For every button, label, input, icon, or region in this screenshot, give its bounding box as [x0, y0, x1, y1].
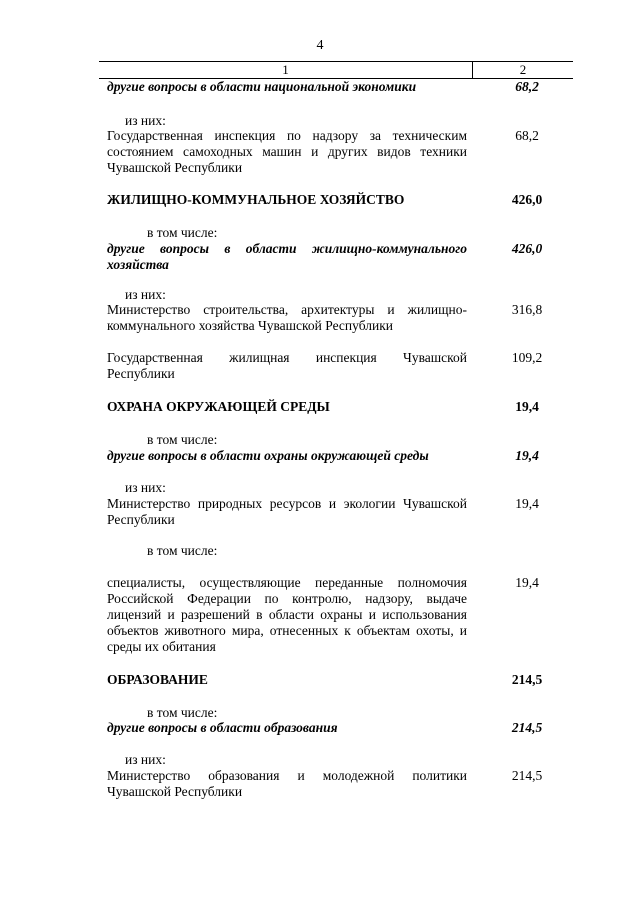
section-heading: ОХРАНА ОКРУЖАЮЩЕЙ СРЕДЫ — [107, 399, 330, 414]
table-row-label: другие вопросы в области жилищно-коммунального хозяйства — [107, 241, 467, 272]
table-row-label: Государственная жилищная инспекция Чувашской Республики — [107, 350, 467, 381]
table-row-value: 214,5 — [511, 768, 543, 783]
table-row-value: 214,5 — [511, 672, 543, 687]
page-number: 4 — [316, 38, 324, 53]
table-row-label: другие вопросы в области охраны окружающей среды — [107, 448, 429, 463]
table-row-value: 426,0 — [511, 241, 543, 256]
subsection-label: из них: — [125, 752, 166, 767]
table-row-value: 109,2 — [511, 350, 543, 365]
table-row-label: другие вопросы в области образования — [107, 720, 338, 735]
table-row-value: 214,5 — [511, 720, 543, 735]
table-row-label: Министерство природных ресурсов и экологии Чувашской Республики — [107, 496, 467, 527]
table-row-label: Министерство строительства, архитектуры и жилищно-коммунального хозяйства Чувашской Республики — [107, 302, 467, 333]
table-row-value: 19,4 — [515, 448, 539, 463]
subsection-label: из них: — [125, 287, 166, 302]
header-col-1: 1 — [282, 62, 289, 77]
subsection-label: из них: — [125, 480, 166, 495]
subsection-label: из них: — [125, 113, 166, 128]
table-row-value: 426,0 — [511, 192, 543, 207]
header-col-2: 2 — [519, 62, 527, 77]
subsection-label: в том числе: — [147, 432, 218, 447]
subsection-label: в том числе: — [147, 225, 218, 240]
table-row-value: 19,4 — [515, 496, 539, 511]
table-row-value: 19,4 — [515, 399, 539, 414]
table-row-label: другие вопросы в области национальной экономики — [107, 79, 417, 94]
table-header — [99, 61, 573, 79]
section-heading: ЖИЛИЩНО-КОММУНАЛЬНОЕ ХОЗЯЙСТВО — [107, 192, 405, 207]
subsection-label: в том числе: — [147, 543, 218, 558]
table-row-value: 316,8 — [511, 302, 543, 317]
table-row-label: Министерство образования и молодежной политики Чувашской Республики — [107, 768, 467, 799]
table-row-value: 19,4 — [515, 575, 539, 590]
table-row-label: специалисты, осуществляющие переданные полномочия Российской Федерации по контролю, надзору, выдаче лицензий и разрешений в области охраны и использования объектов животного мира, отнесенных к объектам охоты, и среды их обитания — [107, 575, 467, 654]
section-heading: ОБРАЗОВАНИЕ — [107, 672, 208, 687]
subsection-label: в том числе: — [147, 705, 218, 720]
table-row-value: 68,2 — [515, 128, 539, 143]
table-row-value: 68,2 — [515, 79, 539, 94]
table-row-label: Государственная инспекция по надзору за техническим состоянием самоходных машин и других видов техники Чувашской Республики — [107, 128, 467, 175]
